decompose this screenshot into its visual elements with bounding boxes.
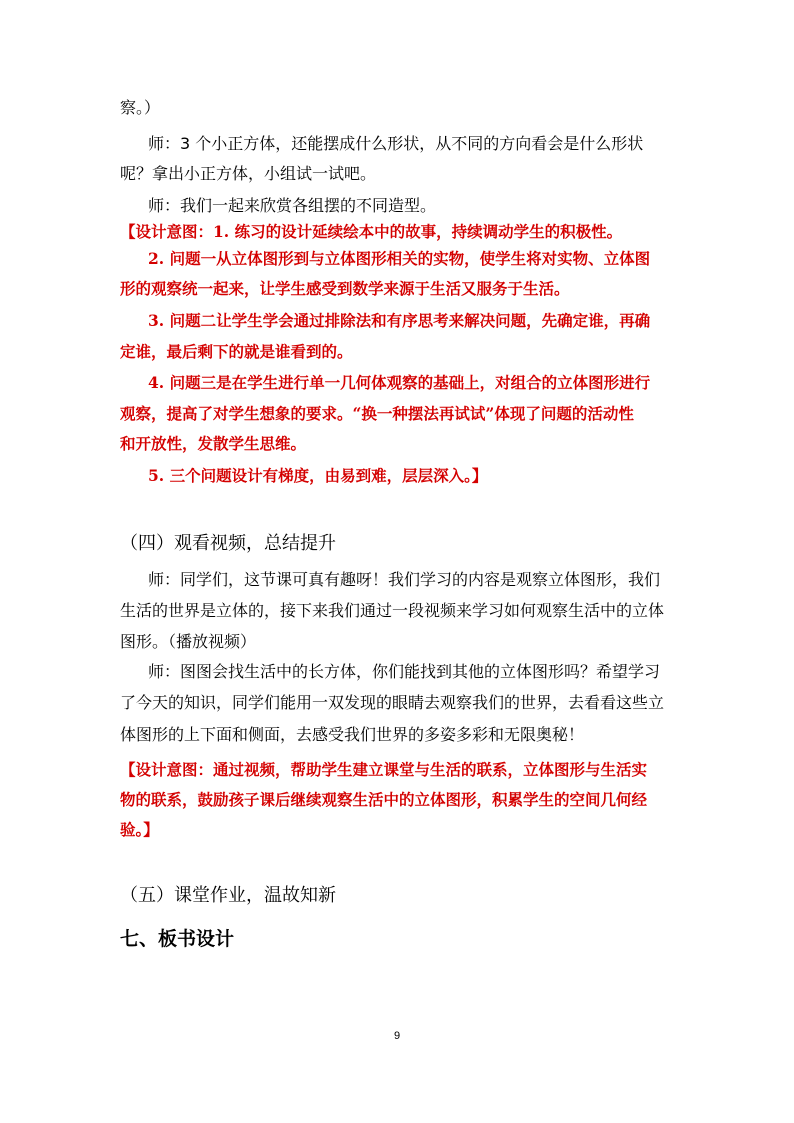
design-intent-line: 和开放性，发散学生思维。 bbox=[120, 434, 307, 453]
design-intent-line: 3. 问题二让学生学会通过排除法和有序思考来解决问题，先确定谁，再确 bbox=[148, 311, 651, 330]
text-line: 图形。（播放视频） bbox=[120, 632, 257, 651]
text-line: 呢？拿出小正方体，小组试一试吧。 bbox=[120, 164, 377, 183]
text-line: 察。） bbox=[120, 98, 161, 117]
text-line: 了今天的知识，同学们能用一双发现的眼睛去观察我们的世界，去看看这些立 bbox=[120, 693, 665, 712]
design-intent-line: 4. 问题三是在学生进行单一几何体观察的基础上，对组合的立体图形进行 bbox=[148, 373, 651, 392]
design-intent-line: 【设计意图：1. 练习的设计延续绘本中的故事，持续调动学生的积极性。 bbox=[120, 222, 623, 241]
text-line: 师：我们一起来欣赏各组摆的不同造型。 bbox=[148, 196, 437, 215]
section-heading: （四）观看视频，总结提升 bbox=[120, 533, 336, 554]
design-intent-line: 2. 问题一从立体图形到与立体图形相关的实物，使学生将对实物、立体图 bbox=[148, 249, 651, 268]
text-line: 师：图图会找生活中的长方体，你们能找到其他的立体图形吗？希望学习 bbox=[148, 662, 661, 681]
text-line: 师：3 个小正方体，还能摆成什么形状，从不同的方向看会是什么形状 bbox=[148, 134, 644, 153]
text-line: 体图形的上下面和侧面，去感受我们世界的多姿多彩和无限奥秘！ bbox=[120, 725, 585, 744]
design-intent-line: 观察，提高了对学生想象的要求。“换一种摆法再试试”体现了问题的活动性 bbox=[120, 404, 634, 423]
text-line: 生活的世界是立体的，接下来我们通过一段视频来学习如何观察生活中的立体 bbox=[120, 601, 665, 620]
design-intent-line: 物的联系，鼓励孩子课后继续观察生活中的立体图形，积累学生的空间几何经 bbox=[120, 790, 648, 809]
design-intent-line: 定谁，最后剩下的就是谁看到的。 bbox=[120, 342, 353, 361]
design-intent-line: 【设计意图：通过视频，帮助学生建立课堂与生活的联系，立体图形与生活实 bbox=[120, 760, 648, 779]
design-intent-line: 验。】 bbox=[120, 820, 159, 839]
design-intent-line: 5. 三个问题设计有梯度，由易到难，层层深入。】 bbox=[148, 466, 488, 485]
chapter-heading: 七、板书设计 bbox=[120, 928, 235, 950]
page-number: 9 bbox=[393, 1030, 401, 1042]
design-intent-line: 形的观察统一起来，让学生感受到数学来源于生活又服务于生活。 bbox=[120, 279, 570, 298]
text-line: 师：同学们，这节课可真有趣呀！我们学习的内容是观察立体图形，我们 bbox=[148, 570, 661, 589]
section-heading: （五）课堂作业，温故知新 bbox=[120, 885, 336, 906]
